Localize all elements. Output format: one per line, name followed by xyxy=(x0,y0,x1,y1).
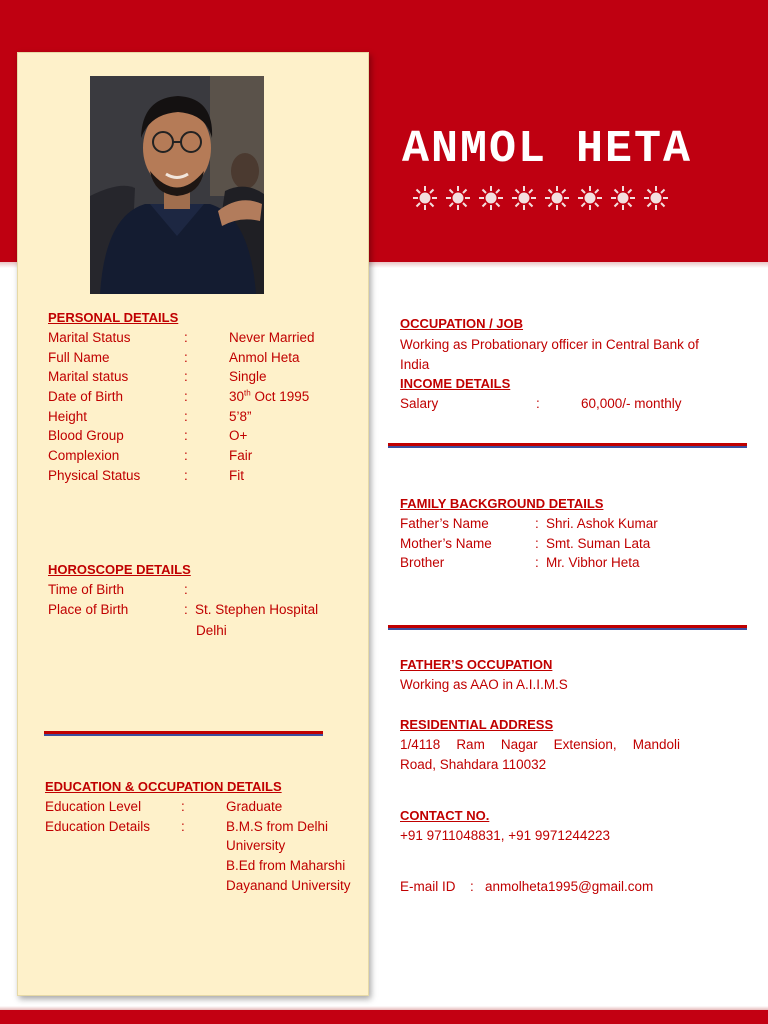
fathers-occupation-text: Working as AAO in A.I.I.M.S xyxy=(400,677,568,692)
dob-day: 30 xyxy=(229,389,245,405)
time-of-birth-label: Time of Birth xyxy=(48,582,125,597)
address-line: Road, Shahdara 110032 xyxy=(400,756,547,772)
sun-ornament-icon xyxy=(512,186,536,210)
education-level-label: Education Level xyxy=(45,799,142,814)
personal-row xyxy=(48,407,348,427)
family-label: Father’s Name xyxy=(400,516,489,531)
place-of-birth-sep: : xyxy=(184,601,188,617)
address-word: 1/4118 xyxy=(400,737,441,752)
horoscope-row xyxy=(48,600,348,620)
personal-label: Blood Group xyxy=(48,428,124,444)
personal-label: Height xyxy=(48,408,88,424)
occupation-heading: OCCUPATION / JOB xyxy=(400,316,524,331)
education-details-heading: EDUCATION & OCCUPATION DETAILS xyxy=(45,779,282,794)
email-line xyxy=(400,877,740,897)
residential-address-heading: RESIDENTIAL ADDRESS xyxy=(400,717,554,732)
personal-sep: : xyxy=(184,408,188,424)
sun-ornament-icon xyxy=(611,186,635,210)
personal-sep: : xyxy=(184,389,188,405)
personal-row xyxy=(48,367,348,387)
family-value: Mr. Vibhor Heta xyxy=(546,555,640,571)
personal-sep: : xyxy=(184,428,188,444)
sun-ornament-icon xyxy=(446,186,470,210)
salary-label: Salary xyxy=(400,396,439,411)
address-word: Mandoli xyxy=(632,737,680,752)
personal-value: Fit xyxy=(229,467,244,483)
horoscope-row xyxy=(48,580,348,600)
sun-ornament-icon xyxy=(578,186,602,210)
family-details-list xyxy=(400,514,740,573)
left-section-divider xyxy=(44,731,323,736)
occupation-line: India xyxy=(400,356,430,372)
personal-sep: : xyxy=(184,349,188,365)
education-row xyxy=(45,876,363,896)
candidate-name: ANMOL HETA xyxy=(402,124,693,175)
personal-details-heading: PERSONAL DETAILS xyxy=(48,310,179,325)
income-row xyxy=(400,394,740,414)
education-details-list xyxy=(45,797,363,895)
address-word: Extension, xyxy=(553,737,617,752)
education-details-sep: : xyxy=(181,818,185,834)
personal-label: Full Name xyxy=(48,349,110,365)
personal-row xyxy=(48,348,348,368)
personal-details-list xyxy=(48,328,348,486)
time-of-birth-sep: : xyxy=(184,582,188,597)
place-of-birth-label: Place of Birth xyxy=(48,601,129,617)
education-row xyxy=(45,797,363,817)
education-row xyxy=(45,836,363,856)
personal-sep: : xyxy=(184,448,188,464)
family-sep: : xyxy=(535,535,539,551)
personal-value: 5’8” xyxy=(229,408,252,424)
place-of-birth-city: Delhi xyxy=(196,623,227,639)
family-value: Shri. Ashok Kumar xyxy=(546,516,658,531)
contact-heading: CONTACT NO. xyxy=(400,808,490,823)
personal-value: Anmol Heta xyxy=(229,349,300,365)
personal-row xyxy=(48,466,348,486)
profile-photo xyxy=(90,76,264,294)
personal-sep: : xyxy=(184,467,188,483)
personal-value: Never Married xyxy=(229,330,315,345)
family-sep: : xyxy=(535,516,539,531)
email-label: E-mail ID xyxy=(400,879,456,894)
education-row xyxy=(45,817,363,837)
personal-label: Marital status xyxy=(48,369,129,385)
personal-value: O+ xyxy=(229,428,248,444)
personal-value: Single xyxy=(229,369,267,385)
occupation-line: Working as Probationary officer in Central Bank of xyxy=(400,337,699,352)
education-details-value: Dayanand University xyxy=(226,877,351,893)
education-details-value: B.Ed from Maharshi xyxy=(226,858,346,874)
fathers-occupation-heading: FATHER’S OCCUPATION xyxy=(400,657,553,672)
sun-ornament-icon xyxy=(545,186,569,210)
education-details-value: University xyxy=(226,838,286,854)
sun-ornament-row xyxy=(413,186,668,210)
address-line xyxy=(400,735,680,755)
dob-suffix: th xyxy=(244,388,251,398)
right-section-divider xyxy=(388,625,747,630)
family-label: Brother xyxy=(400,555,445,571)
dob-rest: Oct 1995 xyxy=(250,389,310,405)
sun-ornament-icon xyxy=(479,186,503,210)
personal-value: Fair xyxy=(229,448,253,464)
horoscope-details-list xyxy=(48,580,348,640)
sun-ornament-icon xyxy=(413,186,437,210)
family-sep: : xyxy=(535,555,539,571)
personal-sep: : xyxy=(184,330,188,345)
person-portrait-icon xyxy=(90,76,264,294)
email-address[interactable]: anmolheta1995@gmail.com xyxy=(485,879,654,894)
horoscope-row xyxy=(48,619,348,640)
family-row xyxy=(400,514,740,534)
right-section-divider xyxy=(388,443,747,448)
personal-row xyxy=(48,426,348,446)
education-level-value: Graduate xyxy=(226,799,283,814)
family-value: Smt. Suman Lata xyxy=(546,535,651,551)
address-word: Nagar xyxy=(500,737,538,752)
salary-value: 60,000/- monthly xyxy=(581,396,682,411)
personal-row xyxy=(48,328,348,348)
family-row xyxy=(400,534,740,554)
personal-label: Marital Status xyxy=(48,330,131,345)
footer-band xyxy=(0,1010,768,1024)
residential-address xyxy=(400,735,680,774)
sun-ornament-icon xyxy=(644,186,668,210)
education-row xyxy=(45,856,363,876)
personal-label: Physical Status xyxy=(48,467,141,483)
personal-value xyxy=(229,387,309,407)
occupation-text xyxy=(400,335,699,374)
contact-phones: +91 9711048831, +91 9971244223 xyxy=(400,828,610,843)
email-row xyxy=(400,877,740,897)
income-heading: INCOME DETAILS xyxy=(400,376,511,391)
family-background-heading: FAMILY BACKGROUND DETAILS xyxy=(400,496,604,511)
education-level-sep: : xyxy=(181,799,185,814)
family-row xyxy=(400,553,740,573)
personal-label: Complexion xyxy=(48,448,120,464)
education-details-value: B.M.S from Delhi xyxy=(226,818,329,834)
education-details-label: Education Details xyxy=(45,818,151,834)
family-label: Mother’s Name xyxy=(400,535,492,551)
income-details xyxy=(400,394,740,414)
address-word: Ram xyxy=(456,737,485,752)
personal-sep: : xyxy=(184,369,188,385)
place-of-birth-value: St. Stephen Hospital xyxy=(195,601,319,617)
horoscope-details-heading: HOROSCOPE DETAILS xyxy=(48,562,191,577)
personal-row xyxy=(48,446,348,466)
salary-sep: : xyxy=(536,396,540,411)
personal-label: Date of Birth xyxy=(48,389,124,405)
personal-row xyxy=(48,387,348,407)
email-sep: : xyxy=(470,879,474,894)
